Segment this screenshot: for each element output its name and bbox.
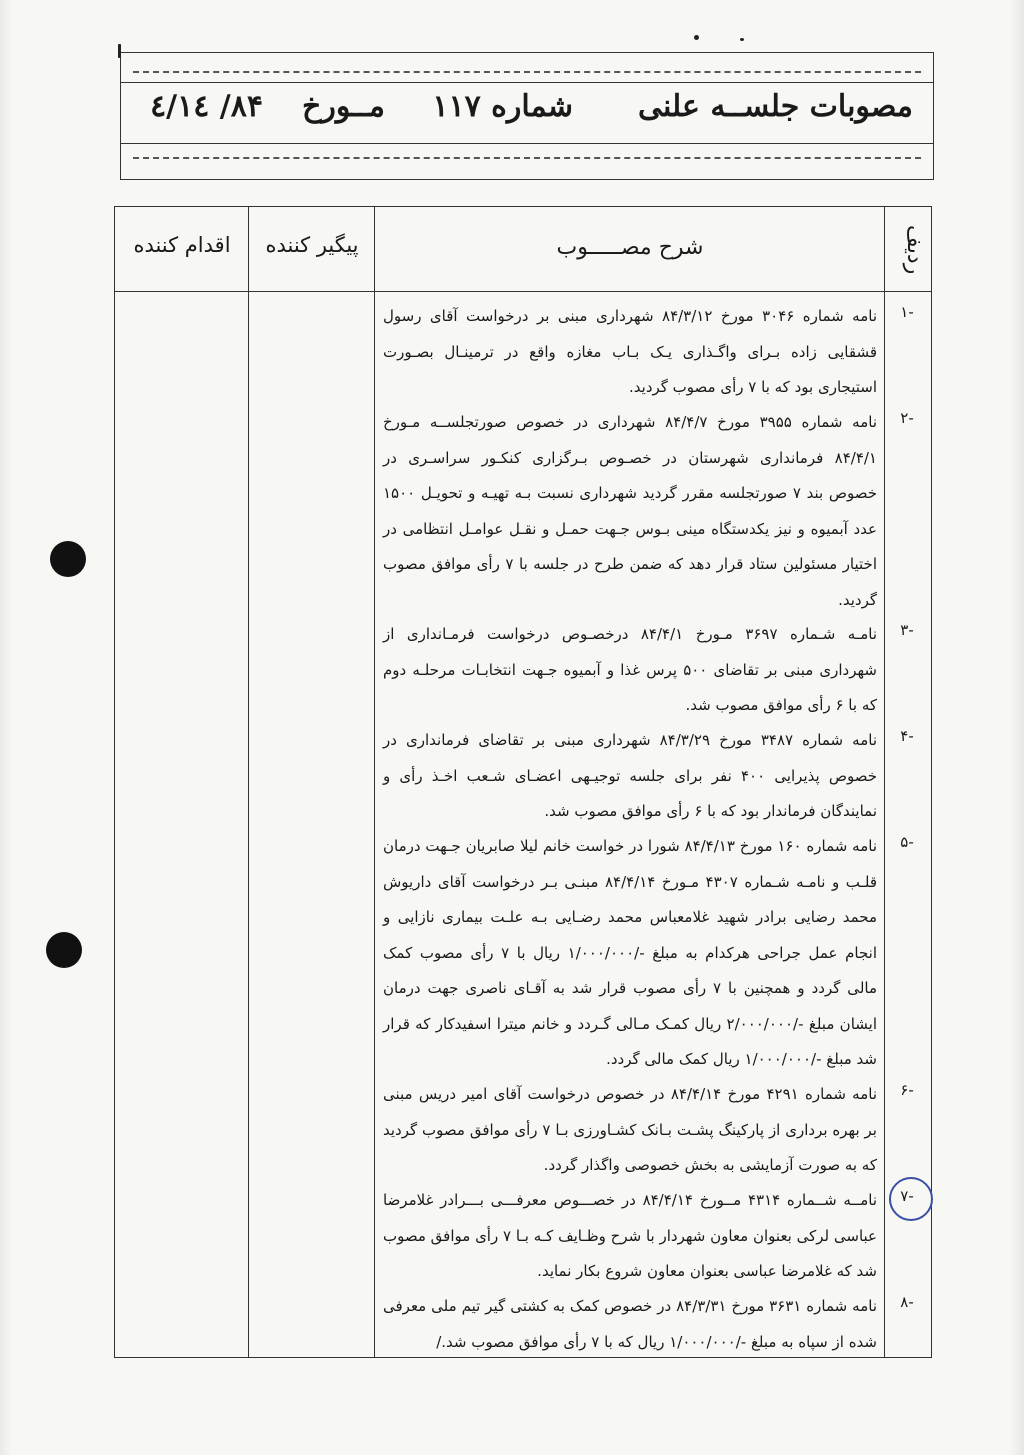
date-label: مــورخ xyxy=(302,89,385,124)
row-description: نامه شماره ۱۶۰ مورخ ۸۴/۴/۱۳ شورا در خواست خانم لیلا صابریان جـهت درمان قلـب و نامـه شـماره ۴۳۰۷ مـورخ ۸۴/۴/۱۴ مبنـی بـر درخواست آقای داریوش محمد رضایی برادر شهید غلامعباس محمد رضـایی بـه علـت بیماری نازایی و انجام عمل جراحی هرکدام به مبلغ -/۱/۰۰۰/۰۰۰ ریال با ۷ رأی مصوب کمک مالی گردد و همچنین با ۷ رأی مصوب قرار شد به آقـای ناصری جهت درمان ایشان مبلغ -/۲/۰۰۰/۰۰۰ ریال کمـک مـالی گـردد و خانم میترا اسفیدکار که قرار شد مبلغ -/۱/۰۰۰/۰۰۰ ریال کمک مالی گردد. xyxy=(383,837,878,1068)
row-description: نامه شماره ۳۶۳۱ مورخ ۸۴/۳/۳۱ در خصوص کمک به کشتی گیر تیم ملی معرفی شده از سپاه به مبلغ -/۱/۰۰۰/۰۰۰ ریال که با ۷ رأی موافق مصوب شد./ xyxy=(383,1297,877,1351)
document-header xyxy=(120,52,934,180)
dashed-line-bottom xyxy=(133,157,921,159)
row-number: -۱ xyxy=(900,303,914,321)
row-number: -۳ xyxy=(900,621,914,639)
column-divider-row xyxy=(884,207,885,1357)
session-number: شماره ۱۱۷ xyxy=(432,89,573,124)
row-description: نامه شماره ۳۹۵۵ مورخ ۸۴/۴/۷ شهرداری در خصوص صورتجلســه مـورخ ۸۴/۴/۱ فرمانداری شهرستان در خصـوص بـرگزاری کنکـور سراسـری در خصوص بند ۷ صورتجلسه مقرر گردید شهرداری نسبت بـه تهیـه و تحویـل ۱۵۰۰ عدد آبمیوه و نیز یکدستگاه مینی بـوس جـهت حمـل و نقـل عوامـل انتظامی در اختیار مسئولین ستاد قرار دهد که ضمن طرح در جلسه با ۷ رأی موافق مصوب گردید. xyxy=(383,413,878,609)
row-number: -۴ xyxy=(900,727,914,745)
row-description: نامه شماره ۳۰۴۶ مورخ ۸۴/۳/۱۲ شهرداری مبنی بر درخواست آقای رسول قشقایی زاده بـرای واگـذاری یـک بـاب مغازه واقع در ترمینـال بصـورت استیجاری بود که با ۷ رأی مصوب گردید. xyxy=(383,307,877,396)
punch-hole-lower xyxy=(46,932,82,968)
column-divider-follow-up xyxy=(248,207,249,1357)
column-header-action: اقدام کننده xyxy=(133,233,231,257)
row-description: نامـه شـماره ۳۶۹۷ مـورخ ۸۴/۴/۱ درخصـوص درخواست فرمـانداری از شهرداری مبنی بر تقاضای ۵۰۰ پرس غذا و آبمیوه جـهت انتخابـات مرحلـه دوم که با ۶ رأی موافق مصوب شد. xyxy=(383,625,877,714)
header-rule-bottom xyxy=(121,143,933,144)
column-header-description: شرح مصـــــوب xyxy=(556,235,704,260)
row-description: نامه شماره ۴۲۹۱ مورخ ۸۴/۴/۱۴ در خصوص درخواست آقای امیر دریس مبنی بر بهره برداری از پارکینگ پشـت بـانک کشـاورزی بـا ۷ رأی موافق مصوب گردید که به صورت آزمایشی به بخش خصوصی واگذار گردد. xyxy=(383,1085,877,1174)
table-header-rule xyxy=(115,291,931,292)
resolutions-table xyxy=(114,206,932,1358)
dashed-line-top xyxy=(133,71,921,73)
scan-speck xyxy=(118,44,121,58)
row-description: نامــه شــماره ۴۳۱۴ مــورخ ۸۴/۴/۱۴ در خصـــوص معرفـــی بـــرادر غلامرضا عباسی لرکی بعنوان معاون شهردار با شرح وظـایف کـه بـا ۷ رأی موافق مصوب شد که غلامرضا عباسی بعنوان معاون شروع بکار نماید. xyxy=(382,1191,877,1280)
row-number: -۵ xyxy=(900,833,914,851)
row-number: -۶ xyxy=(900,1081,914,1099)
scan-speck xyxy=(694,35,699,40)
document-title: مصوبات جلســه علنی xyxy=(638,89,913,124)
column-header-follow-up: پیگیر کننده xyxy=(265,233,359,257)
row-number: -۷ xyxy=(900,1187,914,1205)
row-description: نامه شماره ۳۴۸۷ مورخ ۸۴/۳/۲۹ شهرداری مبنی بر تقاضای فرمانداری در خصوص پذیرایی ۴۰۰ نفر برای جلسه توجیـهی اعضـای شـعب اخـذ رأی و نمایندگان فرماندار بود که با ۶ رأی موافق مصوب شد. xyxy=(383,731,878,820)
scan-speck xyxy=(740,38,744,41)
column-divider-description xyxy=(374,207,375,1357)
row-number: -۸ xyxy=(900,1293,914,1311)
header-rule-top xyxy=(121,82,933,83)
column-header-row: ردیف xyxy=(902,225,927,275)
session-date: ۸۴/ ٤/١٤ xyxy=(150,89,263,124)
row-number: -۲ xyxy=(900,409,914,427)
punch-hole-upper xyxy=(50,541,86,577)
